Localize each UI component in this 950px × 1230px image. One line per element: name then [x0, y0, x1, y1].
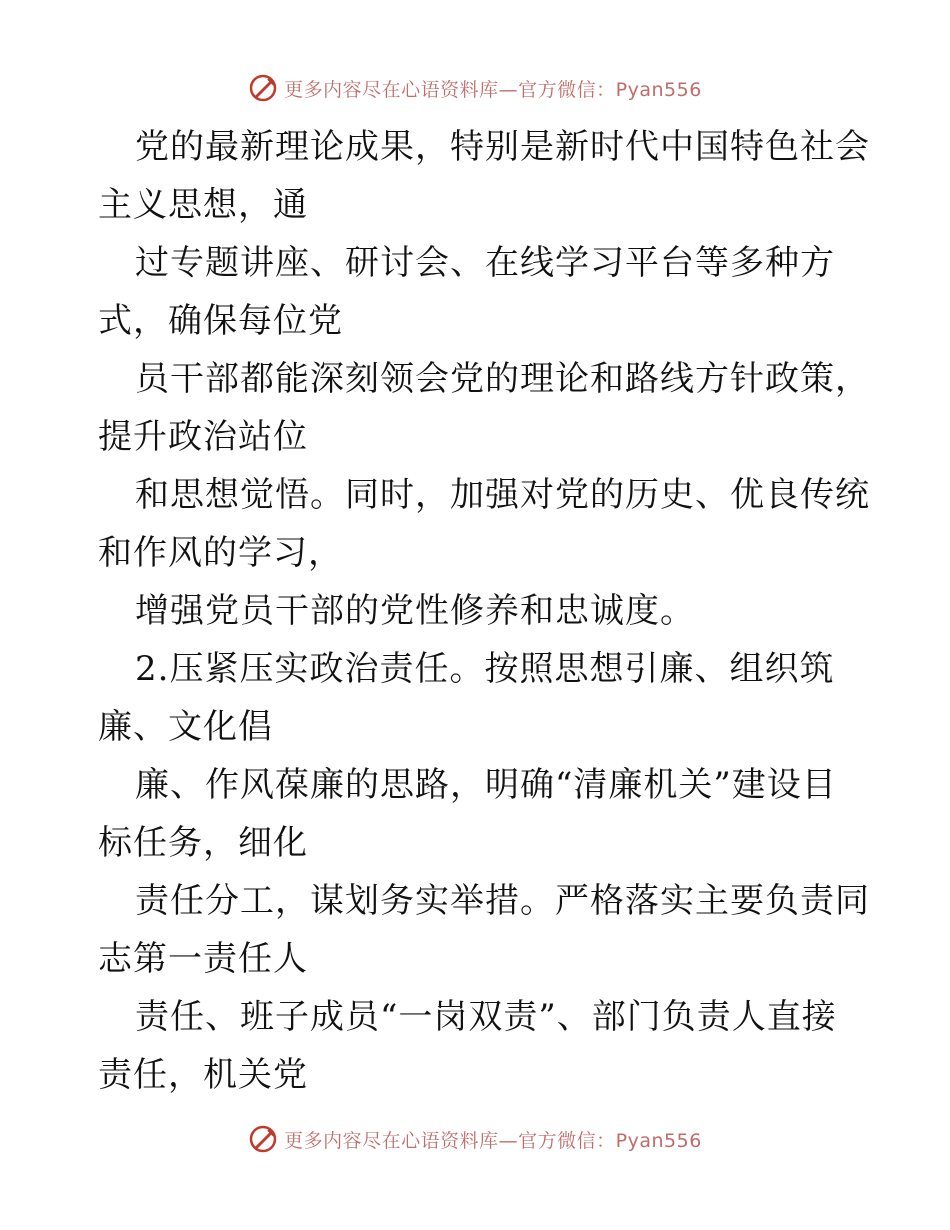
text-line: 责任，机关党 [98, 1055, 308, 1095]
text-line: 过专题讲座、研讨会、在线学习平台等多种方 [135, 243, 835, 283]
text-line: 和思想觉悟。同时，加强对党的历史、优良传统 [135, 475, 870, 515]
document-body [98, 118, 870, 1104]
text-line: 志第一责任人 [98, 939, 308, 979]
watermark-text: 更多内容尽在心语资料库—官方微信：Pyan556 [284, 1129, 702, 1152]
text-line: 提升政治站位 [98, 417, 308, 457]
quill-logo-icon [248, 73, 278, 103]
header-watermark [0, 73, 950, 103]
text-line: 责任、班子成员“一岗双责”、部门负责人直接 [135, 997, 837, 1037]
text-line: 党的最新理论成果，特别是新时代中国特色社会 [135, 127, 870, 167]
text-line: 2.压紧压实政治责任。按照思想引廉、组织筑 [135, 649, 835, 689]
footer-watermark [0, 1124, 950, 1154]
text-line: 廉、文化倡 [98, 707, 273, 747]
text-line: 员干部都能深刻领会党的理论和路线方针政策， [135, 359, 870, 399]
text-line: 增强党员干部的党性修养和忠诚度。 [135, 591, 695, 631]
watermark-text: 更多内容尽在心语资料库—官方微信：Pyan556 [284, 78, 702, 101]
quill-logo-icon [248, 1124, 278, 1154]
text-line: 标任务，细化 [98, 823, 308, 863]
text-line: 责任分工，谋划务实举措。严格落实主要负责同 [135, 881, 870, 921]
text-line: 廉、作风葆廉的思路，明确“清廉机关”建设目 [135, 765, 837, 805]
text-line: 式，确保每位党 [98, 301, 343, 341]
text-line: 主义思想，通 [98, 185, 308, 225]
text-line: 和作风的学习， [98, 533, 343, 573]
